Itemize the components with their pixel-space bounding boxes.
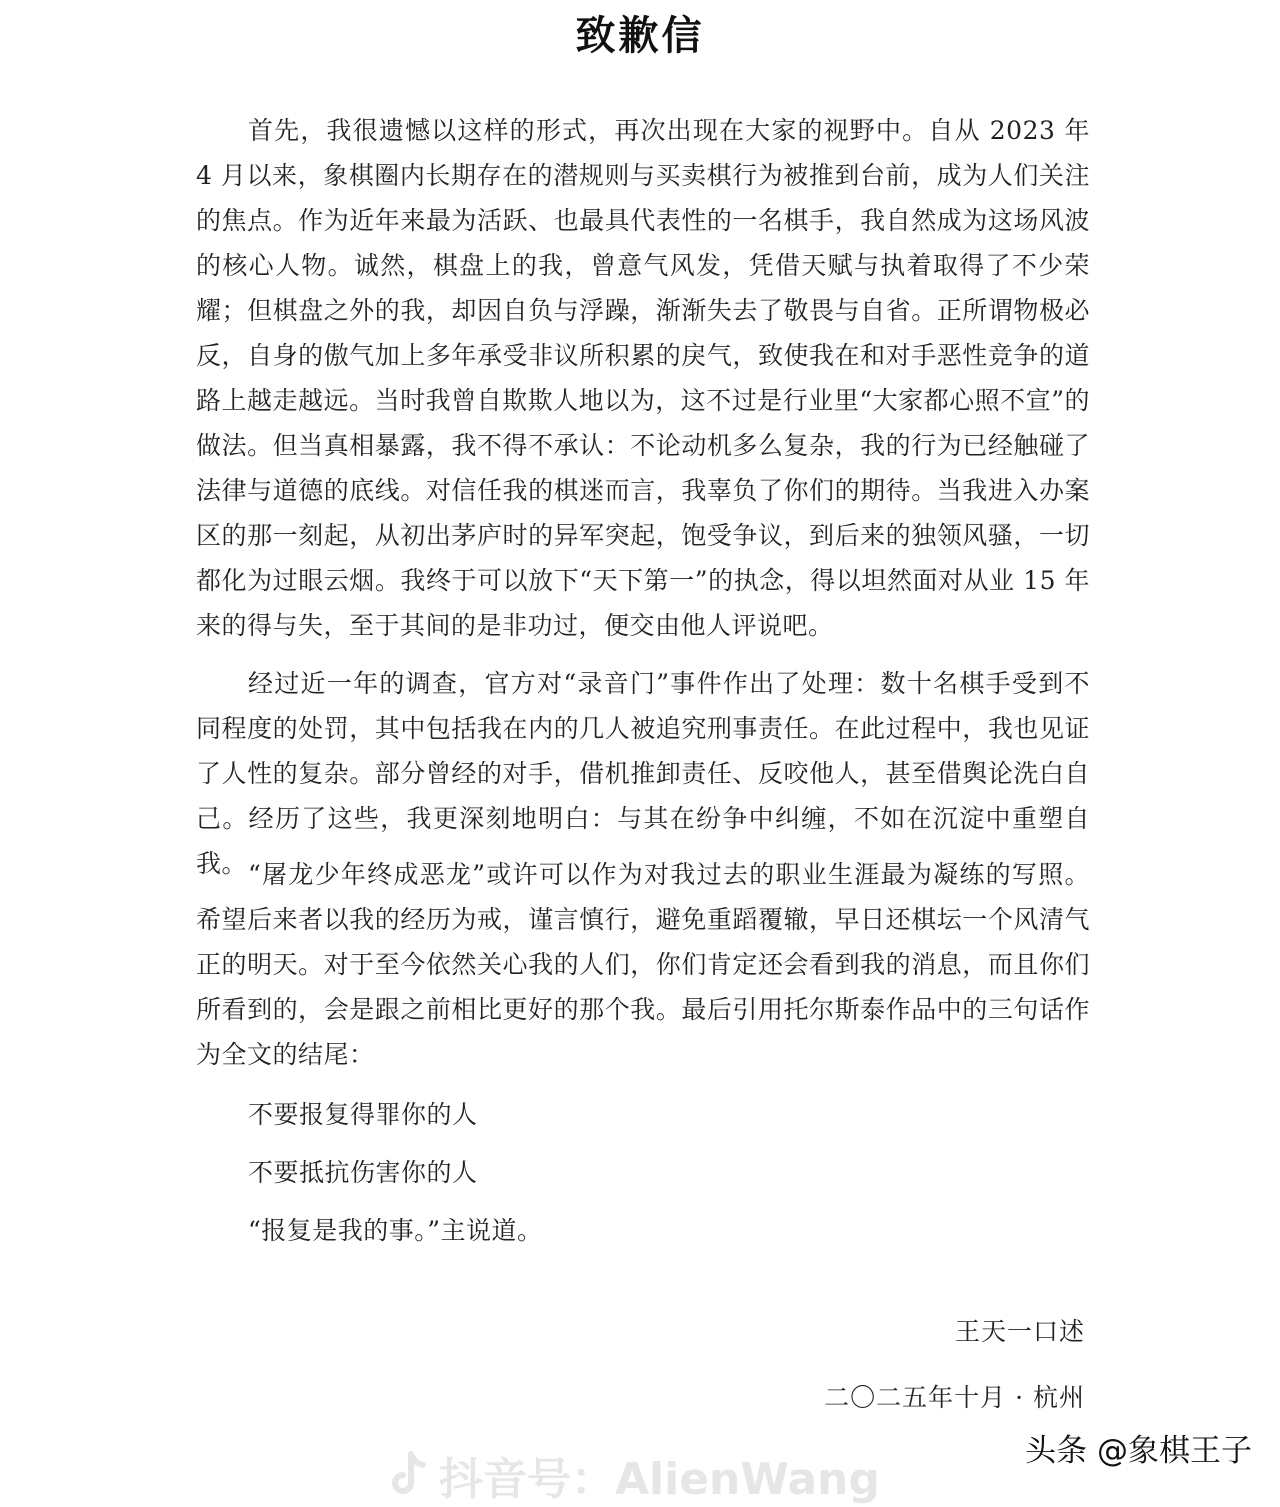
- paragraph-1: 首先，我很遗憾以这样的形式，再次出现在大家的视野中。自从 2023 年 4 月以来，象棋圈内长期存在的潜规则与买卖棋行为被推到台前，成为人们关注的焦点。作为近年来最为活跃、也最具代表性的一名棋手，我自然成为这场风波的核心人物。诚然，棋盘上的我，曾意气风发，凭借天赋与执着取得了不少荣耀；但棋盘之外的我，却因自负与浮躁，渐渐失去了敬畏与自省。正所谓物极必反，自身的傲气加上多年承受非议所积累的戾气，致使我在和对手恶性竞争的道路上越走越远。当时我曾自欺欺人地以为，这不过是行业里“大家都心照不宣”的做法。但当真相暴露，我不得不承认：不论动机多么复杂，我的行为已经触碰了法律与道德的底线。对信任我的棋迷而言，我辜负了你们的期待。当我进入办案区的那一刻起，从初出茅庐时的异军突起，饱受争议，到后来的独领风骚，一切都化为过眼云烟。我终于可以放下“天下第一”的执念，得以坦然面对从业 15 年来的得与失，至于其间的是非功过，便交由他人评说吧。: [196, 116, 1090, 640]
- paragraph-3: “屠龙少年终成恶龙”或许可以作为对我过去的职业生涯最为凝练的写照。希望后来者以我的经历为戒，谨言慎行，避免重蹈覆辙，早日还棋坛一个风清气正的明天。对于至今依然关心我的人们，你们肯定还会看到我的消息，而且你们所看到的，会是跟之前相比更好的那个我。最后引用托尔斯泰作品中的三句话作为全文的结尾：: [196, 860, 1090, 1069]
- quote-line-3: “报复是我的事。”主说道。: [248, 1216, 543, 1245]
- watermark: [385, 1445, 880, 1505]
- date-place: 二〇二五年十月 · 杭州: [824, 1383, 1085, 1412]
- douyin-logo-icon: [385, 1450, 429, 1500]
- letter-title: 致歉信: [575, 12, 705, 59]
- paragraph-2: 经过近一年的调查，官方对“录音门”事件作出了处理：数十名棋手受到不同程度的处罚，其中包括我在内的几人被追究刑事责任。在此过程中，我也见证了人性的复杂。部分曾经的对手，借机推卸责任、反咬他人，甚至借舆论洗白自己。经历了这些，我更深刻地明白：与其在纷争中纠缠，不如在沉淀中重塑自我。: [196, 669, 1090, 878]
- quote-line-1: 不要报复得罪你的人: [248, 1100, 478, 1129]
- source-credit: 头条 @象棋王子: [1025, 1433, 1252, 1469]
- watermark-text: 抖音号：AlienWang: [439, 1454, 880, 1505]
- quote-line-2: 不要抵抗伤害你的人: [248, 1158, 478, 1187]
- signature: 王天一口述: [954, 1317, 1085, 1346]
